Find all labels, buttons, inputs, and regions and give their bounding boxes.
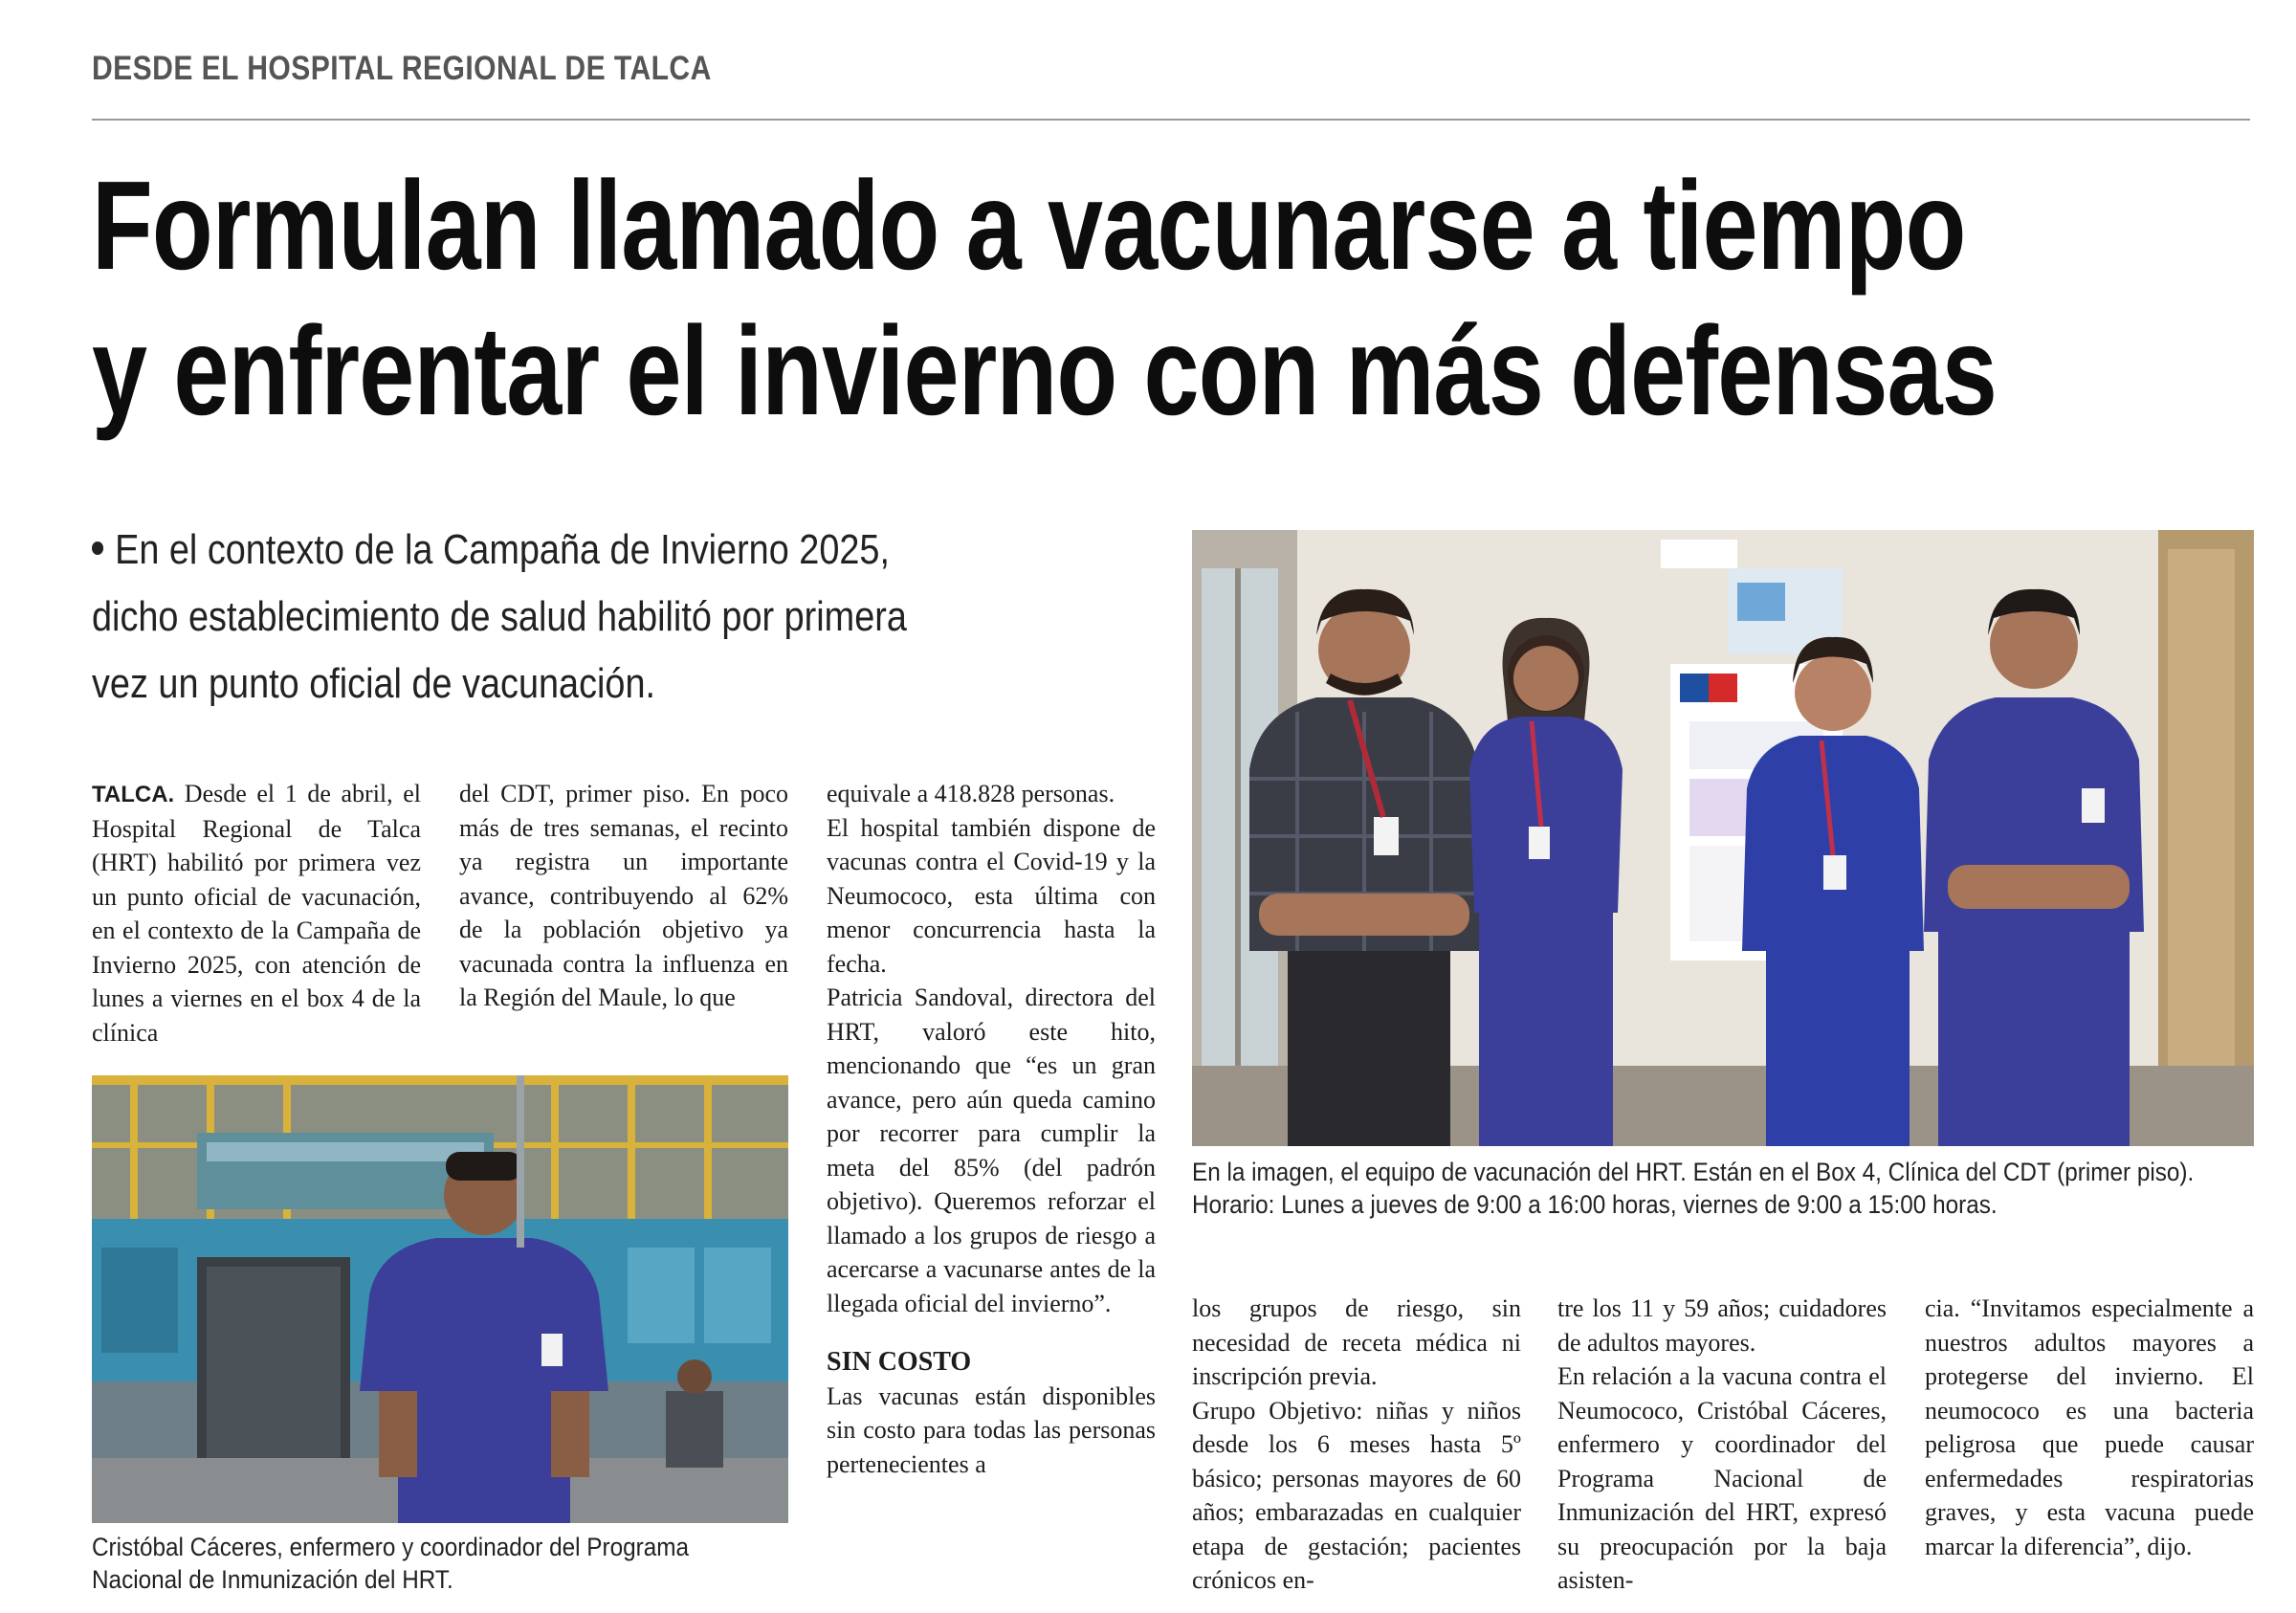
col3-p1: equivale a 418.828 personas. <box>827 780 1115 807</box>
lead-line-2: dicho establecimiento de salud habilitó por primera <box>92 593 907 640</box>
col4-p2: Grupo Objetivo: niñas y niños desde los 6 meses hasta 5º básico; personas mayores de 60 años; embarazadas en cualquier etapa de gestación; pacientes crónicos en- <box>1192 1396 1521 1594</box>
photo-vaccination-team-image <box>1192 530 2254 1146</box>
col3-p3: Patricia Sandoval, directora del HRT, valoró este hito, mencionando que “es un gran avance, pero aún queda camino por recorrer para cumplir la meta del 85% (del padrón objetivo). Queremos reforzar el llamado a los grupos de riesgo a acercarse a vacunarse antes de la llegada oficial del invierno”. <box>827 983 1156 1317</box>
col1-text: Desde el 1 de abril, el Hospital Regional de Talca (HRT) habilitó por primera vez un punto oficial de vacunación, en el contexto de la Campaña de Invierno 2025, con atención de lunes a viernes en el box 4 de la clínica <box>92 780 421 1047</box>
photo-caceres-caption <box>92 1531 689 1596</box>
article-column-4 <box>1192 1292 1521 1598</box>
col3-p4: Las vacunas están disponibles sin costo para todas las personas pertenecientes a <box>827 1381 1156 1478</box>
col5-p1: tre los 11 y 59 años; cuidadores de adultos mayores. <box>1557 1294 1887 1357</box>
article-column-3 <box>827 777 1156 1481</box>
photo-caceres-image <box>92 1075 788 1523</box>
article-column-6 <box>1925 1292 2254 1563</box>
headline-line-1: Formulan llamado a vacunarse a tiempo <box>92 155 1966 296</box>
bullet-icon <box>92 541 103 555</box>
photo-vaccination-team <box>1192 530 2254 1146</box>
lead-line-3: vez un punto oficial de vacunación. <box>92 660 656 707</box>
section-label: DESDE EL HOSPITAL REGIONAL DE TALCA <box>92 50 712 87</box>
photo-team-caption-line-2: Horario: Lunes a jueves de 9:00 a 16:00 horas, viernes de 9:00 a 15:00 horas. <box>1192 1190 1998 1219</box>
article-column-5 <box>1557 1292 1887 1598</box>
headline-line-2: y enfrentar el invierno con más defensas <box>92 300 1998 441</box>
article-column-1 <box>92 777 421 1050</box>
photo-team-caption <box>1192 1156 2194 1221</box>
photo-team-caption-line-1: En la imagen, el equipo de vacunación del HRT. Están en el Box 4, Clínica del CDT (primer piso). <box>1192 1158 2195 1186</box>
dateline: TALCA. <box>92 782 175 807</box>
headline <box>92 153 1997 444</box>
col6-p1: cia. “Invitamos especialmente a nuestros adultos mayores a protegerse del invierno. El neumococo es una bacteria peligrosa que puede causar enfermedades respiratorias graves, y esta vacuna puede marcar la diferencia”, dijo. <box>1925 1294 2254 1560</box>
article-column-2 <box>459 777 788 1015</box>
lead-paragraph <box>92 517 1161 718</box>
photo-caceres-caption-line-2: Nacional de Inmunización del HRT. <box>92 1565 453 1594</box>
photo-caceres-caption-line-1: Cristóbal Cáceres, enfermero y coordinador del Programa <box>92 1533 689 1561</box>
col4-p1: los grupos de riesgo, sin necesidad de receta médica ni inscripción previa. <box>1192 1294 1521 1390</box>
col3-p2: El hospital también dispone de vacunas contra el Covid-19 y la Neumococo, esta última con menor concurrencia hasta la fecha. <box>827 813 1156 978</box>
subhead-sin-costo: SIN COSTO <box>827 1347 972 1377</box>
col2-text: del CDT, primer piso. En poco más de tres semanas, el recinto ya registra un importante avance, contribuyendo al 62% de la población objetivo ya vacunada contra la influenza en la Región del Maule, lo que <box>459 780 788 1011</box>
col5-p2: En relación a la vacuna contra el Neumococo, Cristóbal Cáceres, enfermero y coordinador del Programa Nacional de Inmunización del HRT, expresó su preocupación por la baja asisten- <box>1557 1362 1887 1594</box>
lead-line-1: En el contexto de la Campaña de Invierno 2025, <box>115 526 890 573</box>
header-rule <box>92 119 2250 121</box>
photo-caceres <box>92 1075 788 1523</box>
